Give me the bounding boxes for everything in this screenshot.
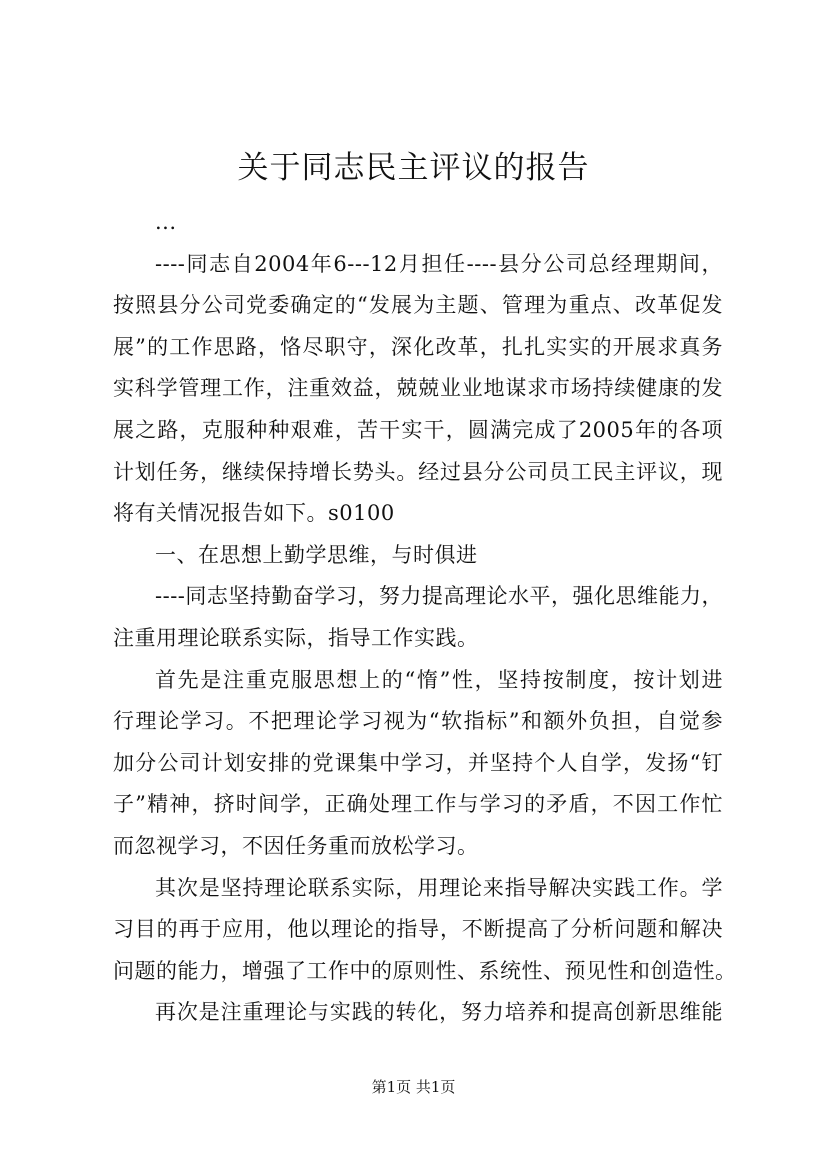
text-line: 问题的能力，增强了工作中的原则性、系统性、预见性和创造性。 xyxy=(113,958,737,983)
document-title: 关于同志民主评议的报告 xyxy=(237,150,590,186)
text-line: 计划任务，继续保持增长势头。经过县分公司员工民主评议，现 xyxy=(113,459,723,484)
text-line: 加分公司计划安排的党课集中学习，并坚持个人自学，发扬“钉 xyxy=(113,750,723,775)
text-line: 一、在思想上勤学思维，与时俱进 xyxy=(155,542,478,567)
text-line: 行理论学习。不把理论学习视为“软指标”和额外负担，自觉参 xyxy=(113,709,723,734)
text-line: 将有关情况报告如下。s0100 xyxy=(113,501,395,526)
text-line: 习目的再于应用，他以理论的指导，不断提高了分析问题和解决 xyxy=(113,917,723,942)
document-body xyxy=(113,202,737,1034)
text-line: 而忽视学习，不因任务重而放松学习。 xyxy=(113,833,479,858)
text-line: 展”的工作思路，恪尽职守，深化改革，扎扎实实的开展求真务 xyxy=(113,334,723,359)
text-line: 再次是注重理论与实践的转化，努力培养和提高创新思维能 xyxy=(155,1000,723,1025)
text-line: 展之路，克服种种艰难，苦干实干，圆满完成了2005年的各项 xyxy=(113,417,723,442)
text-line: 子”精神，挤时间学，正确处理工作与学习的矛盾，不因工作忙 xyxy=(113,792,723,817)
text-line: 实科学管理工作，注重效益，兢兢业业地谋求市场持续健康的发 xyxy=(113,376,723,401)
text-line: 注重用理论联系实际，指导工作实践。 xyxy=(113,625,479,650)
text-line: 其次是坚持理论联系实际，用理论来指导解决实践工作。学 xyxy=(155,875,723,900)
text-line: ----同志自2004年6---12月担任----县分公司总经理期间， xyxy=(155,251,723,276)
text-line: ... xyxy=(155,210,177,234)
text-line: 首先是注重克服思想上的“惰”性，坚持按制度，按计划进 xyxy=(155,667,723,692)
text-line: 按照县分公司党委确定的“发展为主题、管理为重点、改革促发 xyxy=(113,293,723,318)
text-line: ----同志坚持勤奋学习，努力提高理论水平，强化思维能力， xyxy=(155,584,723,609)
page-footer: 第1页 共1页 xyxy=(371,1078,456,1096)
